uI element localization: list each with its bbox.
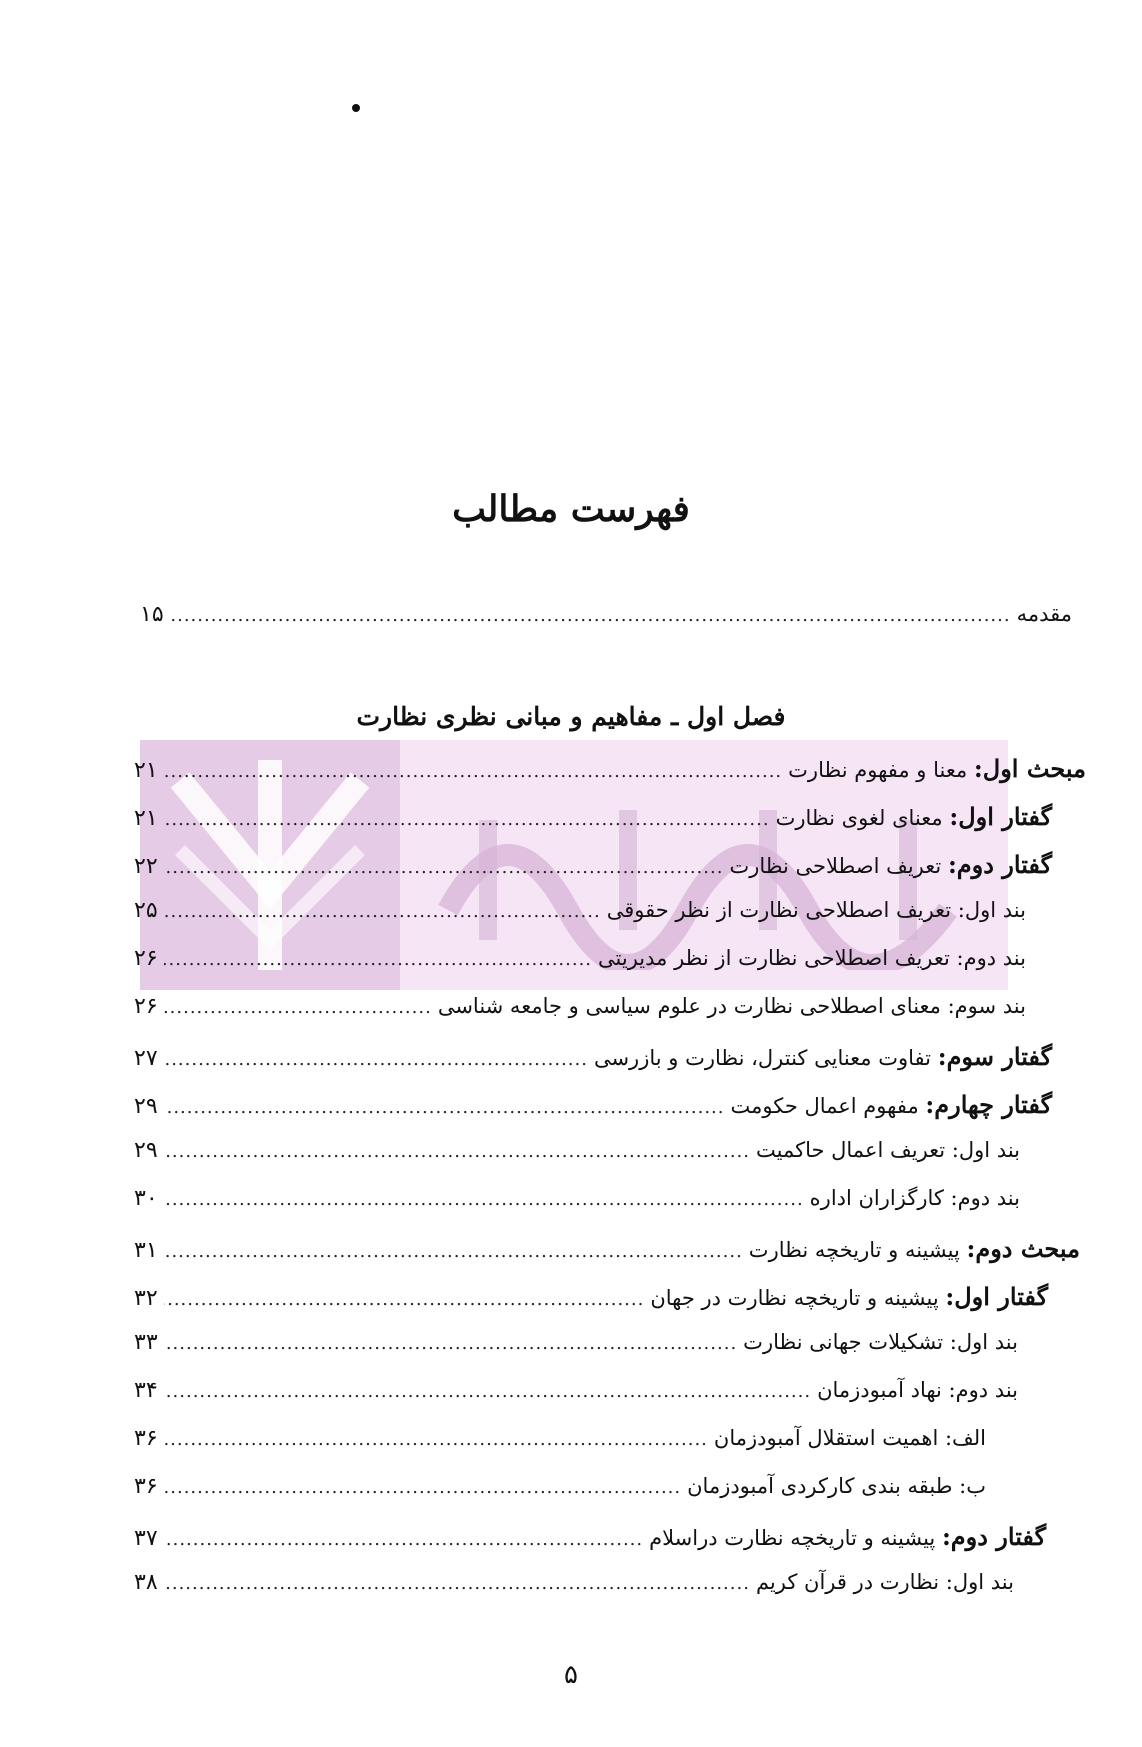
page-number: ۵ — [564, 1660, 578, 1690]
dot-leader — [164, 1189, 804, 1210]
toc-entry-label: بند اول: تشکیلات جهانی نظارت — [743, 1330, 1018, 1354]
toc-page-number: ۳۶ — [134, 1426, 158, 1451]
toc-entry-label: الف: اهمیت استقلال آمبودزمان — [713, 1426, 986, 1450]
toc-entry-label: ب: طبقه بندی کارکردی آمبودزمان — [687, 1474, 986, 1498]
toc-entry-intro[interactable] — [140, 602, 1072, 642]
toc-entry-chapter[interactable] — [134, 1282, 1048, 1322]
toc-entry-subsection[interactable] — [134, 1330, 1018, 1370]
toc-entry-prefix: گفتار چهارم: — [925, 1090, 1052, 1119]
dot-leader — [164, 1141, 750, 1162]
toc-page-number: ۲۹ — [134, 1138, 158, 1163]
dot-leader — [164, 1573, 750, 1594]
dot-leader — [164, 1289, 645, 1310]
toc-entry-chapter[interactable] — [134, 1522, 1046, 1562]
toc-page-number: ۳۰ — [134, 1186, 158, 1211]
toc-entry-label: پیشینه و تاریخچه نظارت — [748, 1238, 960, 1262]
toc-page-number: ۳۶ — [134, 1474, 158, 1499]
dot-leader — [170, 605, 1011, 626]
toc-entry-section[interactable] — [134, 1234, 1080, 1274]
toc-page-number: ۲۲ — [134, 854, 158, 879]
toc-entry-label: بند اول: تعریف اصطلاحی نظارت از نظر حقوقی — [606, 898, 1026, 922]
toc-entry-prefix: گفتار اول: — [945, 1282, 1048, 1311]
toc-entry-subsection[interactable] — [134, 1186, 1020, 1226]
toc-entry-label: تفاوت معنایی کنترل، نظارت و بازرسی — [593, 1046, 932, 1070]
toc-entry-item[interactable] — [134, 1474, 986, 1514]
toc-entry-label: مقدمه — [1016, 602, 1072, 626]
toc-page-number: ۲۵ — [134, 898, 158, 923]
toc-entry-prefix: گفتار اول: — [949, 802, 1052, 831]
toc-entry-subsection[interactable] — [134, 994, 1026, 1034]
dot-leader — [164, 1381, 811, 1402]
dot-leader — [164, 1529, 643, 1550]
toc-page-number: ۲۱ — [134, 806, 158, 831]
toc-entry-subsection[interactable] — [134, 1378, 1018, 1418]
toc-entry-label: معنای لغوی نظارت — [775, 806, 943, 830]
toc-entry-label: بند دوم: تعریف اصطلاحی نظارت از نظر مدیریتی — [598, 946, 1026, 970]
toc-entry-chapter[interactable] — [134, 1090, 1052, 1130]
toc-page-number: ۲۹ — [134, 1094, 158, 1119]
toc-page-number: ۲۷ — [134, 1046, 158, 1071]
toc-page-number: ۳۴ — [134, 1378, 158, 1403]
stray-dot — [352, 104, 360, 112]
toc-entry-subsection[interactable] — [134, 946, 1026, 986]
toc-entry-prefix: مبحث دوم: — [966, 1234, 1080, 1263]
toc-entry-item[interactable] — [134, 1426, 986, 1466]
dot-leader — [164, 901, 601, 922]
toc-entry-label: بند دوم: نهاد آمبودزمان — [817, 1378, 1018, 1402]
toc-entry-chapter[interactable] — [134, 850, 1052, 890]
dot-leader — [164, 1241, 743, 1262]
dot-leader — [164, 761, 783, 782]
toc-entry-label: مفهوم اعمال حکومت — [730, 1094, 919, 1118]
toc-entry-label: معنا و مفهوم نظارت — [788, 758, 968, 782]
toc-entry-label: تعریف اصطلاحی نظارت — [729, 854, 942, 878]
toc-entry-section[interactable] — [134, 754, 1086, 794]
toc-page-number: ۳۷ — [134, 1526, 158, 1551]
dot-leader — [164, 997, 432, 1018]
toc-entry-label: بند دوم: کارگزاران اداره — [809, 1186, 1020, 1210]
dot-leader — [164, 809, 770, 830]
toc-page-number: ۳۱ — [134, 1238, 158, 1263]
toc-entry-subsection[interactable] — [134, 1570, 1014, 1610]
dot-leader — [164, 1333, 738, 1354]
toc-entry-label: بند اول: تعریف اعمال حاکمیت — [756, 1138, 1020, 1162]
toc-entry-subsection[interactable] — [134, 1138, 1020, 1178]
toc-page-number: ۳۸ — [134, 1570, 158, 1595]
toc-entry-label: بند اول: نظارت در قرآن کریم — [755, 1570, 1014, 1594]
toc-entry-prefix: گفتار سوم: — [937, 1042, 1052, 1071]
toc-entry-label: پیشینه و تاریخچه نظارت دراسلام — [649, 1526, 936, 1550]
toc-entry-prefix: گفتار دوم: — [947, 850, 1052, 879]
dot-leader — [164, 857, 724, 878]
toc-entry-chapter[interactable] — [134, 802, 1052, 842]
dot-leader — [164, 1097, 725, 1118]
toc-page-number: ۳۳ — [134, 1330, 158, 1355]
toc-entry-prefix: مبحث اول: — [973, 754, 1086, 783]
toc-page-number: ۲۶ — [134, 946, 158, 971]
dot-leader — [164, 949, 592, 970]
page-title: فهرست مطالب — [452, 488, 690, 530]
dot-leader — [164, 1049, 588, 1070]
toc-entry-label: بند سوم: معنای اصطلاحی نظارت در علوم سیاسی و جامعه شناسی — [437, 994, 1026, 1018]
toc-page-number: ۱۵ — [140, 602, 164, 627]
dot-leader — [164, 1477, 681, 1498]
toc-entry-prefix: گفتار دوم: — [941, 1522, 1046, 1551]
toc-page-number: ۲۱ — [134, 758, 158, 783]
toc-entry-subsection[interactable] — [134, 898, 1026, 938]
toc-page-number: ۲۶ — [134, 994, 158, 1019]
toc-entry-chapter[interactable] — [134, 1042, 1052, 1082]
toc-page-number: ۳۲ — [134, 1286, 158, 1311]
chapter-heading: فصل اول ـ مفاهیم و مبانی نظری نظارت — [356, 702, 786, 731]
dot-leader — [164, 1429, 708, 1450]
toc-entry-label: پیشینه و تاریخچه نظارت در جهان — [650, 1286, 939, 1310]
